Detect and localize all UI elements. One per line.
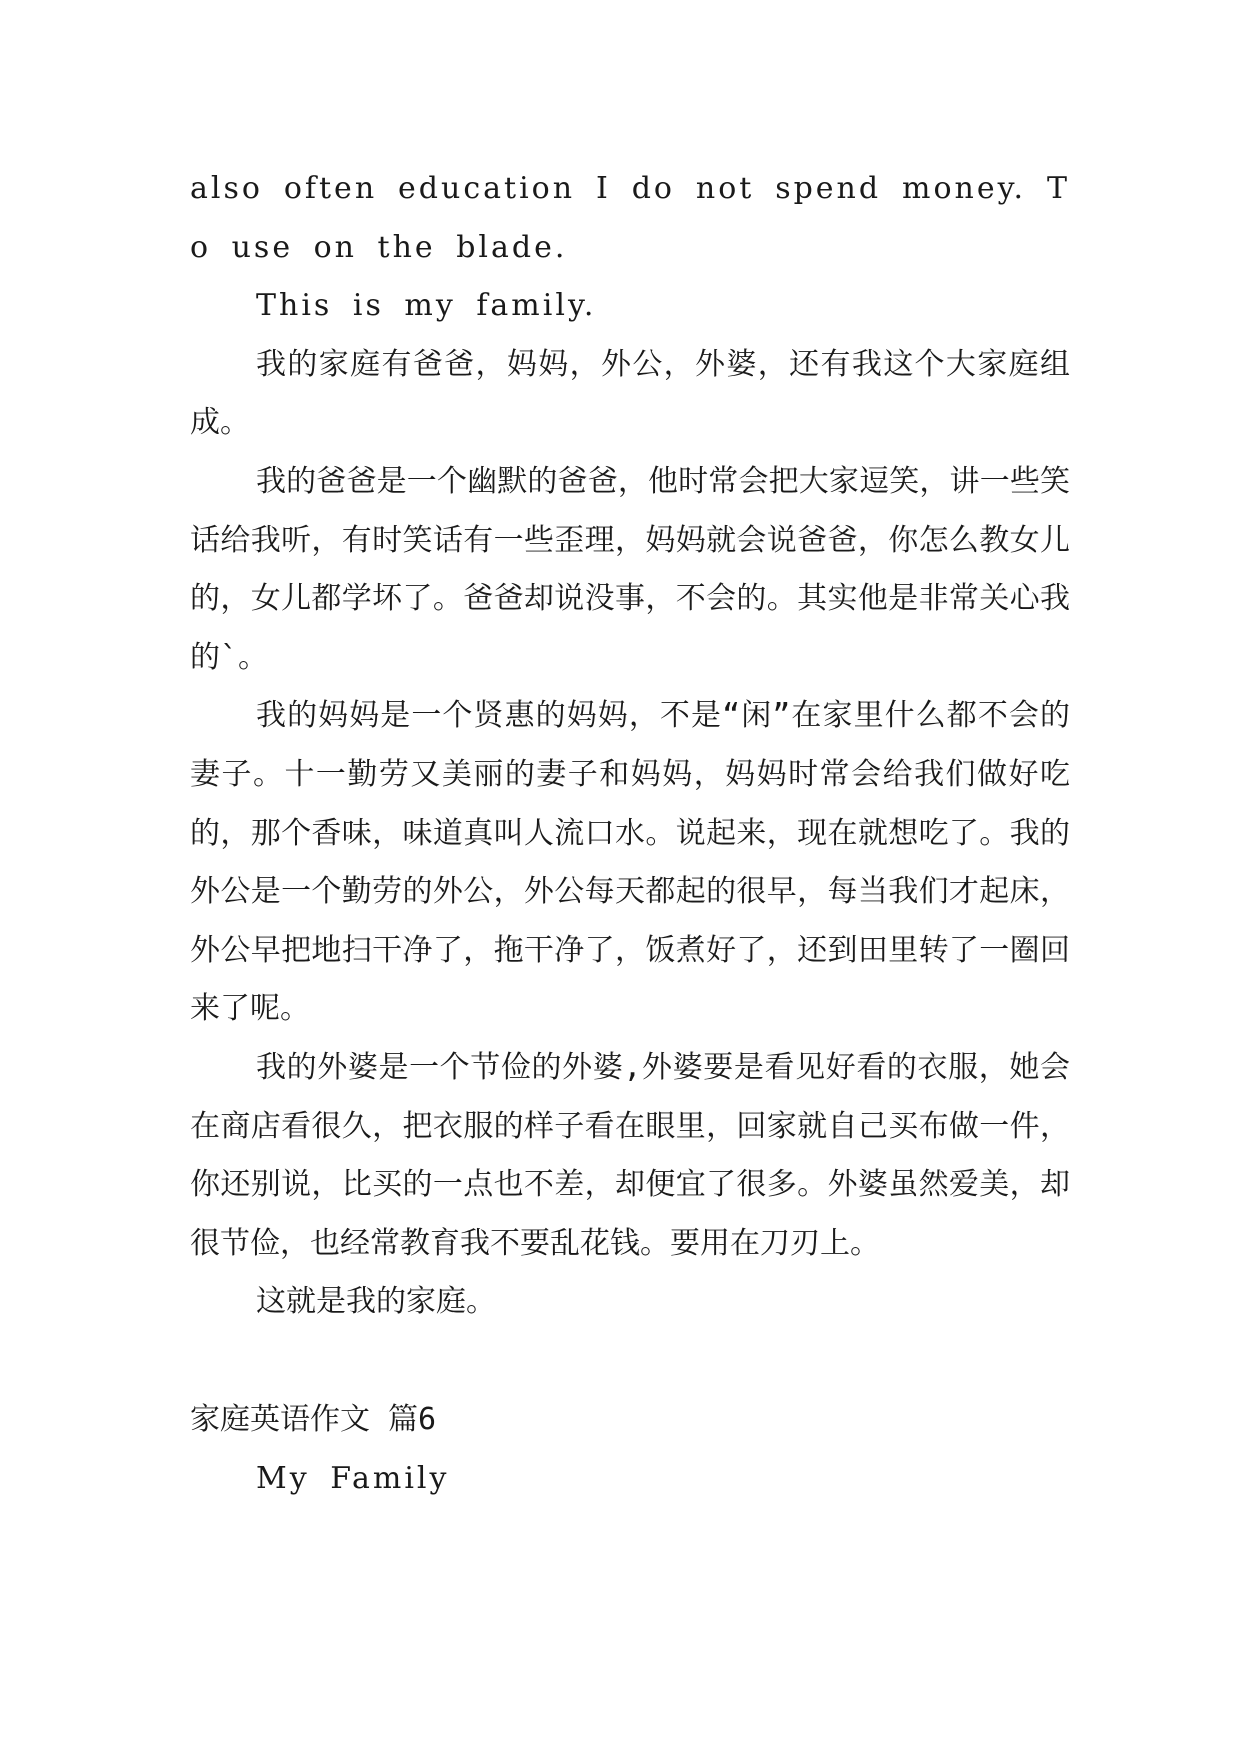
paragraph-mother-grandfather: 我的妈妈是一个贤惠的妈妈，不是“闲”在家里什么都不会的妻子。十一勤劳又美丽的妻子和妈妈，妈妈时常会给我们做好吃的，那个香味，味道真叫人流口水。说起来，现在就想吃了。我的外公是一个勤劳的外公，外公每天都起的很早，每当我们才起床，外公早把地扫干净了，拖干净了，饭煮好了，还到田里转了一圈回来了呢。 (190, 698, 1070, 1027)
essay-subtitle: My Family (256, 1460, 450, 1496)
paragraph-father: 我的爸爸是一个幽默的爸爸，他时常会把大家逗笑，讲一些笑话给我听，有时笑话有一些歪理，妈妈就会说爸爸，你怎么教女儿的，女儿都学坏了。爸爸却说没事，不会的。其实他是非常关心我的`。 (190, 463, 1070, 675)
paragraph-english-family: This is my family. (256, 288, 597, 324)
paragraph-family-members: 我的家庭有爸爸，妈妈，外公，外婆，还有我这个大家庭组成。 (190, 346, 1070, 441)
section-heading: 家庭英语作文 篇6 (190, 1401, 437, 1437)
paragraph-closing: 这就是我的家庭。 (256, 1284, 496, 1320)
paragraph-grandmother: 我的外婆是一个节俭的外婆,外婆要是看见好看的衣服，她会在商店看很久，把衣服的样子看在眼里，回家就自己买布做一件，你还别说，比买的一点也不差，却便宜了很多。外婆虽然爱美，却很节俭，也经常教育我不要乱花钱。要用在刀刃上。 (190, 1049, 1070, 1261)
paragraph-english-continuation: also often education I do not spend money. To use on the blade. (190, 171, 1070, 265)
document-body (190, 160, 1070, 1508)
